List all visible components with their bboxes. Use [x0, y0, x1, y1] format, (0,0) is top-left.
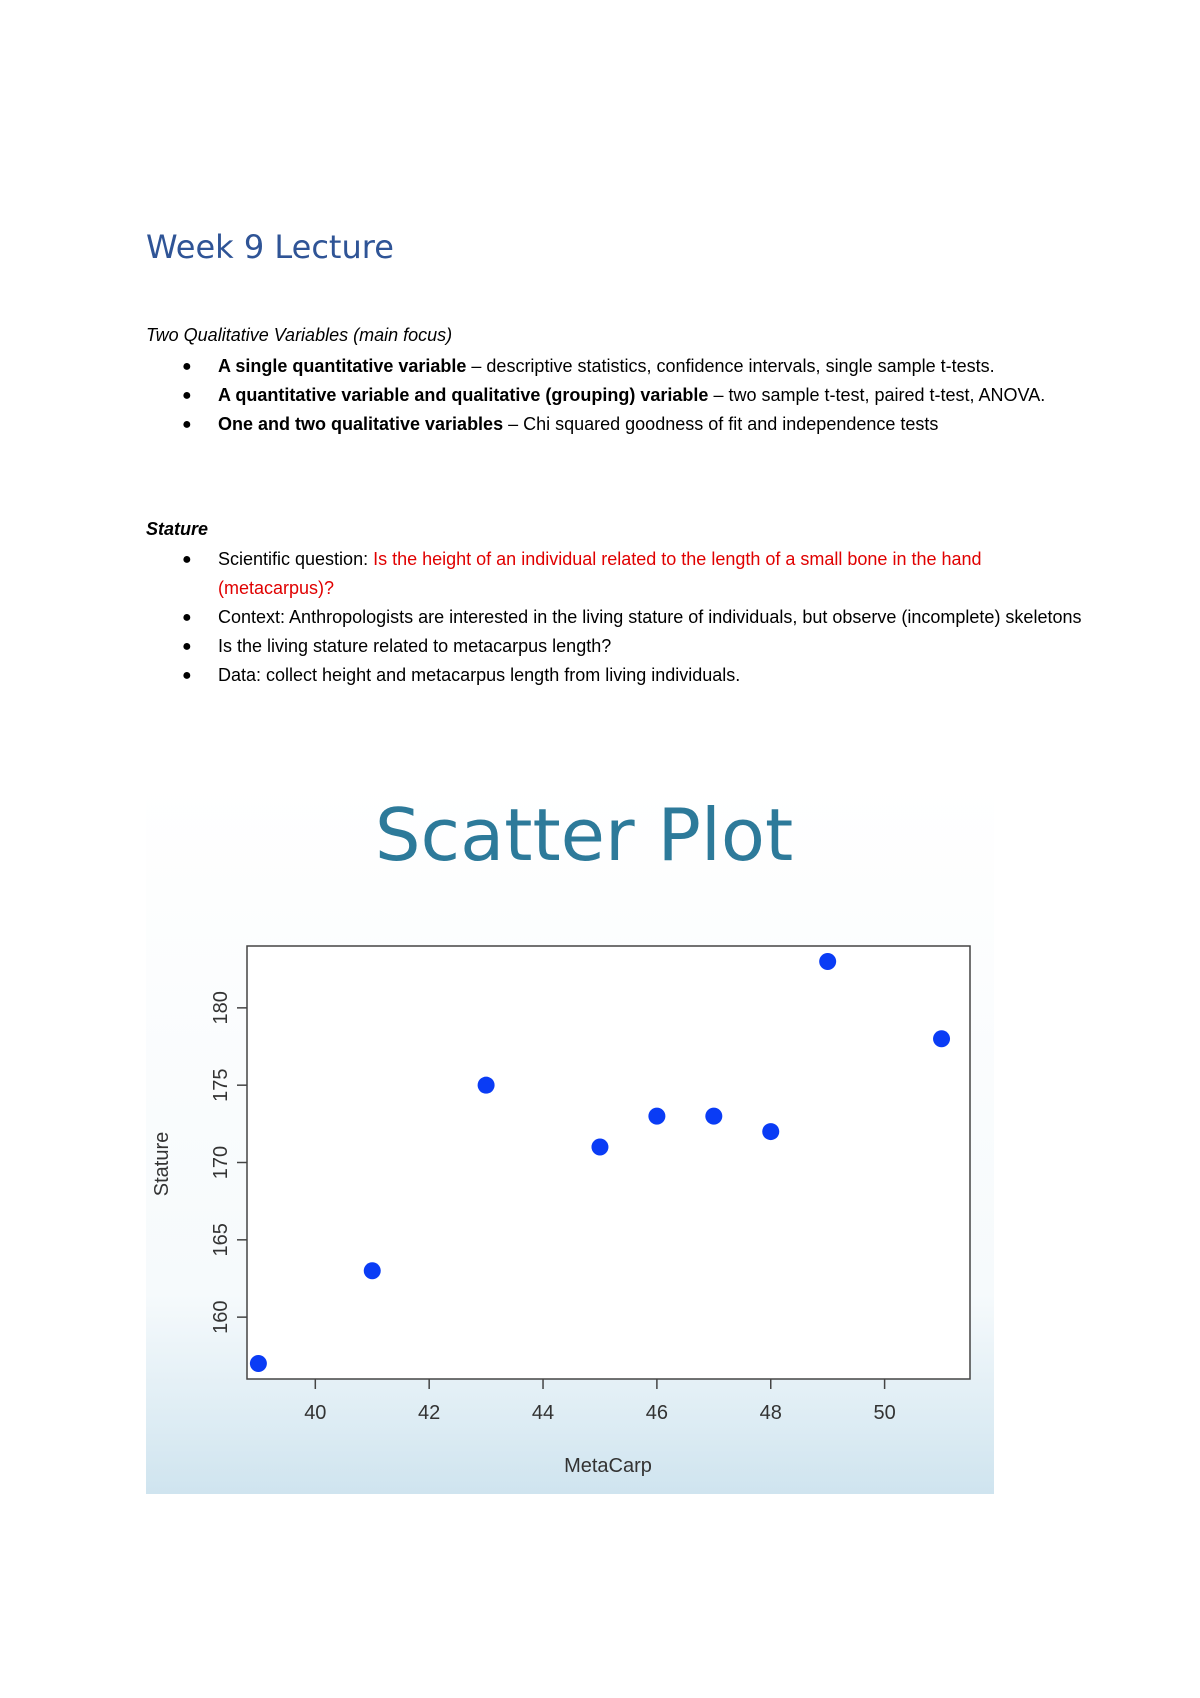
- bullet-icon: ●: [182, 609, 192, 626]
- data-point: [250, 1355, 267, 1372]
- y-tick-label: 170: [210, 1145, 232, 1180]
- data-point: [648, 1108, 665, 1125]
- list-item-label: Context:: [218, 607, 290, 627]
- x-tick-label: 44: [531, 1402, 555, 1424]
- list-item: [146, 661, 1086, 690]
- data-point: [819, 953, 836, 970]
- section-heading-stature: Stature: [146, 519, 209, 539]
- list-item: [146, 352, 1086, 381]
- x-axis-label: MetaCarp: [564, 1455, 652, 1477]
- list-item-text: Anthropologists are interested in the living stature of individuals, but observe (incomplete) skeletons: [289, 607, 1082, 627]
- bullet-icon: ●: [182, 667, 192, 684]
- list-item-bold: One and two qualitative variables: [218, 414, 504, 434]
- list-item: [146, 381, 1086, 410]
- chart-title: Scatter Plot: [374, 793, 794, 877]
- x-tick-label: 46: [645, 1402, 669, 1424]
- scatter-chart-svg: [146, 780, 994, 1494]
- x-tick-label: 40: [304, 1402, 327, 1424]
- list-item: [146, 603, 1086, 632]
- list-item: [146, 632, 1086, 661]
- data-point: [478, 1077, 495, 1094]
- plot-frame: [247, 946, 970, 1379]
- data-point: [705, 1108, 722, 1125]
- bullet-icon: ●: [182, 387, 192, 404]
- y-tick-label: 165: [210, 1223, 232, 1257]
- list-item: [146, 410, 1086, 439]
- y-tick-label: 175: [210, 1068, 232, 1102]
- data-point: [933, 1030, 950, 1047]
- y-tick-label: 180: [210, 991, 232, 1025]
- x-tick-label: 48: [759, 1402, 782, 1424]
- scientific-question-text: Is the height of an individual related to the length of a small bone in the hand (metacarpus)?: [218, 549, 982, 598]
- list-item-text: – descriptive statistics, confidence intervals, single sample t-tests.: [466, 356, 995, 376]
- bullet-icon: ●: [182, 638, 192, 655]
- list-item-text: Data: collect height and metacarpus length from living individuals.: [218, 665, 741, 685]
- list-item: [146, 545, 1086, 603]
- bullet-icon: ●: [182, 551, 192, 568]
- x-tick-label: 50: [873, 1402, 896, 1424]
- list-item-bold: A quantitative variable and qualitative (grouping) variable: [218, 385, 709, 405]
- data-point: [762, 1123, 779, 1140]
- x-tick-label: 42: [418, 1402, 441, 1424]
- y-axis-label: Stature: [151, 1131, 173, 1197]
- y-tick-label: 160: [210, 1300, 232, 1334]
- list-item-text: – Chi squared goodness of fit and independence tests: [503, 414, 939, 434]
- data-point: [364, 1262, 381, 1279]
- list-item-text: Is the living stature related to metacarpus length?: [218, 636, 612, 656]
- data-point: [591, 1139, 608, 1156]
- bullet-icon: ●: [182, 416, 192, 433]
- list-item-bold: A single quantitative variable: [218, 356, 467, 376]
- scatter-chart: [146, 780, 994, 1494]
- qualitative-list: [146, 352, 1086, 439]
- page-title: Week 9 Lecture: [146, 228, 394, 266]
- section-heading-qualitative: Two Qualitative Variables (main focus): [146, 325, 453, 345]
- bullet-icon: ●: [182, 358, 192, 375]
- list-item-label: Scientific question:: [218, 549, 374, 569]
- stature-list: [146, 545, 1086, 690]
- list-item-text: – two sample t-test, paired t-test, ANOVA.: [708, 385, 1046, 405]
